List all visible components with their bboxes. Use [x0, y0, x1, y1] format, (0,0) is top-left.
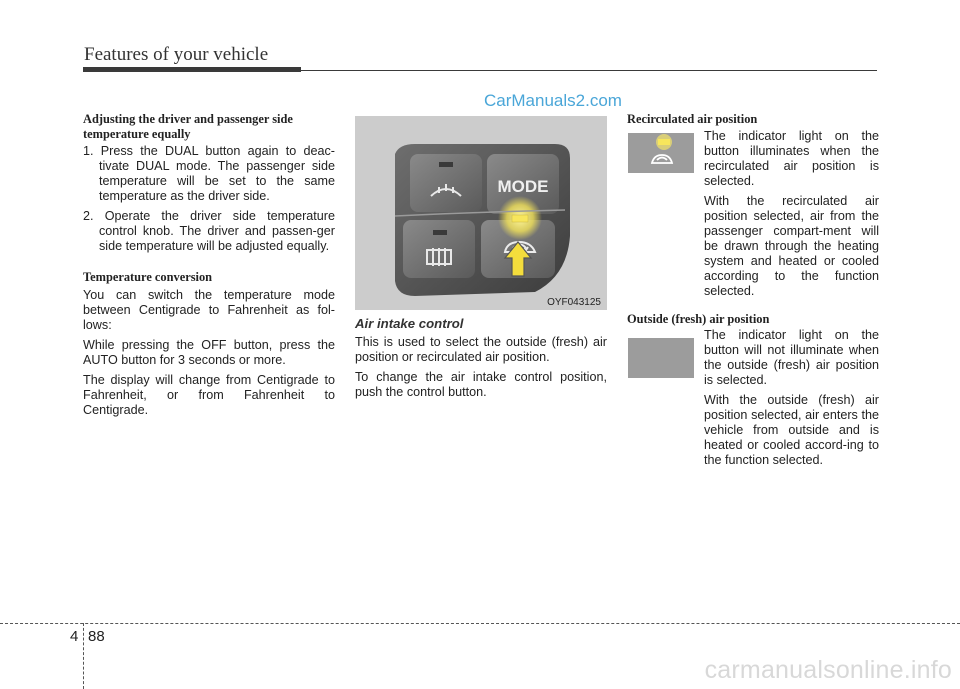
paragraph: With the recirculated air position selected, air from the passenger compart-ment will be drawn through the heating system and heated or cooled according to the function selected. [704, 193, 879, 298]
step-1: 1. Press the DUAL button again to deac-tivate DUAL mode. The passenger side temperature will be set to the same temperature as the driver side. [83, 144, 335, 203]
paragraph: With the outside (fresh) air position selected, air enters the vehicle from outside and is heated or cooled accord-ing to the function selected. [704, 393, 879, 467]
paragraph: You can switch the temperature mode between Centigrade to Fahrenheit as fol-lows: [83, 287, 335, 332]
paragraph: This is used to select the outside (fresh) air position or recirculated air position. [355, 335, 607, 364]
section-heading-recirculated: Recirculated air position [627, 112, 758, 126]
column-middle [355, 316, 607, 405]
site-watermark: carmanualsonline.info [704, 656, 952, 684]
section-number: 4 [70, 628, 79, 645]
paragraph: The indicator light on the button illuminates when the recirculated air position is selected. [704, 128, 879, 188]
section-heading-temp-conversion: Temperature conversion [83, 270, 213, 284]
paragraph: While pressing the OFF button, press the AUTO button for 3 seconds or more. [83, 337, 335, 367]
footer-divider [83, 623, 84, 689]
section-heading-equal-temp: Adjusting the driver and passenger side temperature equally [83, 112, 293, 141]
control-panel-figure [355, 116, 607, 310]
section-heading-air-intake: Air intake control [355, 316, 464, 331]
footer-rule [0, 623, 960, 624]
paragraph: To change the air intake control position, push the control button. [355, 370, 607, 399]
step-2: 2. Operate the driver side temperature control knob. The driver and passen-ger side temperature will be adjusted equally. [83, 209, 335, 253]
mode-label: MODE [497, 177, 549, 196]
header-bar [83, 67, 301, 72]
column-right [627, 112, 879, 473]
paragraph: The display will change from Centigrade to Fahrenheit, or from Fahrenheit to Centigrade. [83, 372, 335, 417]
control-panel-illustration [355, 116, 607, 310]
section-heading-outside-air: Outside (fresh) air position [627, 311, 770, 326]
paragraph: The indicator light on the button will not illuminate when the outside (fresh) air position is selected. [704, 328, 879, 387]
figure-code: OYF043125 [547, 297, 601, 308]
page-header-title: Features of your vehicle [84, 44, 269, 65]
watermark-text: CarManuals2.com [484, 91, 622, 110]
header-rule [300, 70, 877, 71]
column-left [83, 112, 335, 423]
page-number: 88 [88, 628, 105, 645]
